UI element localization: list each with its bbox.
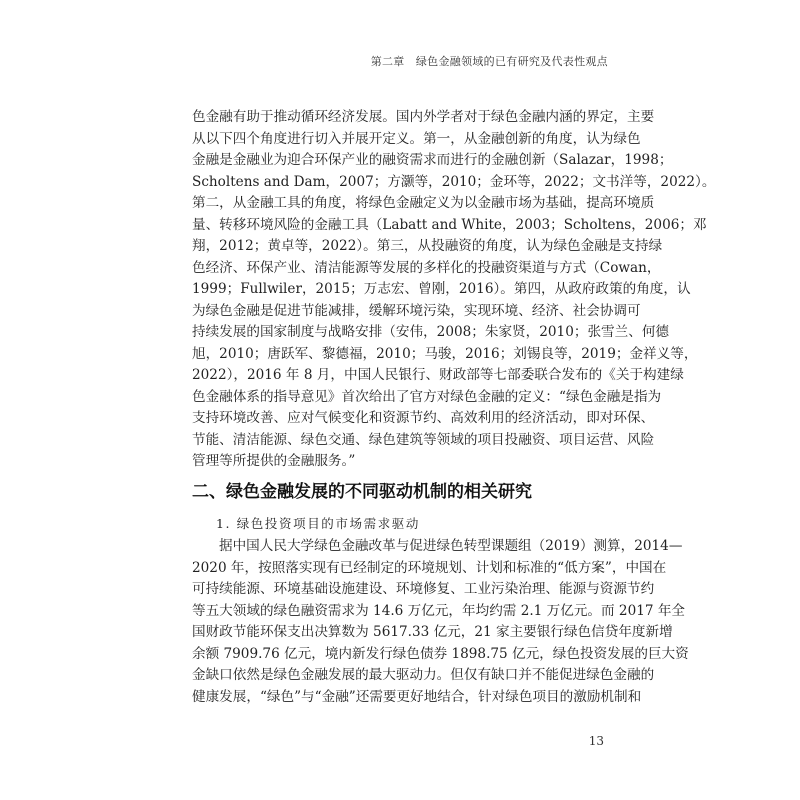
section-heading: 二、绿色金融发展的不同驱动机制的相关研究 bbox=[192, 481, 532, 502]
text-line: 管理等所提供的金融服务。” bbox=[192, 453, 356, 469]
text-line: Scholtens and Dam，2007；方灏等，2010；金环等，2022；文书洋等，2022）。 bbox=[192, 173, 716, 190]
paragraph-1 bbox=[192, 107, 716, 473]
text-line: 为绿色金融是促进节能减排，缓解环境污染，实现环境、经济、社会协调可 bbox=[192, 302, 641, 319]
paragraph-2 bbox=[192, 536, 689, 708]
text-line: 旭，2010；唐跃军、黎德福，2010；马骏，2016；刘锡良等，2019；金祥义等， bbox=[192, 345, 698, 362]
text-line: 从以下四个角度进行切入并展开定义。第一，从金融创新的角度，认为绿色 bbox=[192, 130, 641, 147]
text-line: 金融是金融业为迎合环保产业的融资需求而进行的金融创新（Salazar，1998； bbox=[192, 152, 673, 168]
text-line: 色金融体系的指导意见》首次给出了官方对绿色金融的定义：“绿色金融是指为 bbox=[192, 388, 662, 405]
text-line: 支持环境改善、应对气候变化和资源节约、高效利用的经济活动，即对环保、 bbox=[192, 410, 655, 426]
text-line: 健康发展，“绿色”与“金融”还需要更好地结合，针对绿色项目的激励机制和 bbox=[192, 688, 642, 705]
text-line: 2020 年，按照落实现有已经制定的环境规划、计划和标准的“低方案”，中国在 bbox=[192, 559, 667, 576]
text-line: 2022），2016 年 8 月，中国人民银行、财政部等七部委联合发布的《关于构建绿 bbox=[192, 367, 684, 383]
text-line: 等五大领域的绿色融资需求为 14.6 万亿元，年均约需 2.1 万亿元。而 2017 年全 bbox=[192, 602, 686, 619]
text-line: 第二，从金融工具的角度，将绿色金融定义为以金融市场为基础，提高环境质 bbox=[192, 195, 655, 211]
text-line: 1999；Fullwiler，2015；万志宏、曾刚，2016）。第四，从政府政策的角度，认 bbox=[192, 281, 691, 297]
running-head: 第二章 绿色金融领域的已有研究及代表性观点 bbox=[370, 55, 608, 68]
text-line: 据中国人民大学绿色金融改革与促进绿色转型课题组（2019）测算，2014— bbox=[219, 538, 683, 554]
text-line: 翔，2012；黄卓等，2022）。第三，从投融资的角度，认为绿色金融是支持绿 bbox=[192, 238, 663, 254]
text-line: 余额 7909.76 亿元，境内新发行绿色债券 1898.75 亿元，绿色投资发展的巨大资 bbox=[192, 645, 689, 662]
text-line: 金缺口依然是绿色金融发展的最大驱动力。但仅有缺口并不能促进绿色金融的 bbox=[192, 667, 655, 683]
text-line: 可持续能源、环境基础设施建设、环境修复、工业污染治理、能源与资源节约 bbox=[192, 581, 655, 597]
text-line: 色经济、环保产业、清洁能源等发展的多样化的投融资渠道与方式（Cowan， bbox=[192, 259, 661, 276]
text-line: 色金融有助于推动循环经济发展。国内外学者对于绿色金融内涵的界定，主要 bbox=[192, 109, 655, 125]
page-number: 13 bbox=[588, 734, 604, 748]
body-text bbox=[192, 107, 716, 708]
sub-heading: 1. 绿色投资项目的市场需求驱动 bbox=[216, 515, 421, 531]
text-line: 持续发展的国家制度与战略安排（安伟，2008；朱家贤，2010；张雪兰、何德 bbox=[192, 324, 670, 340]
text-line: 国财政节能环保支出决算数为 5617.33 亿元，21 家主要银行绿色信贷年度新增 bbox=[192, 624, 673, 640]
text-line: 量、转移环境风险的金融工具（Labatt and White，2003；Scholtens，2006；邓 bbox=[192, 216, 707, 233]
text-line: 节能、清洁能源、绿色交通、绿色建筑等领域的项目投融资、项目运营、风险 bbox=[192, 431, 655, 448]
